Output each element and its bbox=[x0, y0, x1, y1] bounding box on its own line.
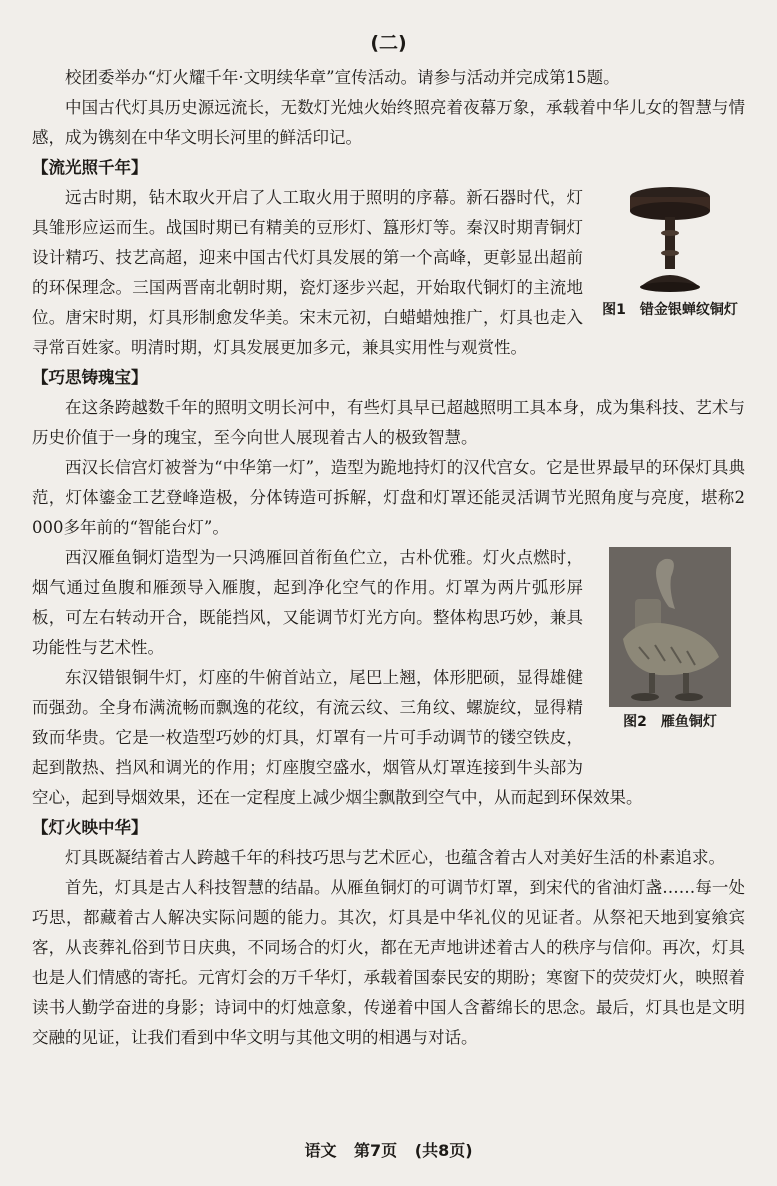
qiaosi-paragraph-4: 东汉错银铜牛灯，灯座的牛俯首站立，尾巴上翘，体形肥硕，显得雄健而强劲。全身布满流畅而飘逸的花纹，有流云纹、三角纹、螺旋纹，显得精致而华贵。它是一枚造型巧妙的灯具，灯罩有一片可手动调节的镂空铁皮，起到散热、挡风和调光的作用；灯座腹空盛水，烟管从灯罩连接到牛头部为空心，起到导烟效果，还在一定程度上减少烟尘飘散到空气中，从而起到环保效果。 bbox=[32, 668, 643, 807]
qiaosi-paragraph-3: 西汉雁鱼铜灯造型为一只鸿雁回首衔鱼伫立，古朴优雅。灯火点燃时，烟气通过鱼腹和雁颈导入雁腹，起到净化空气的作用。灯罩为两片弧形屏板，可左右转动开合，既能挡风，又能调节灯光方向。整体构思巧妙，兼具功能性与艺术性。 bbox=[32, 548, 583, 657]
qiaosi-paragraph-2: 西汉长信宫灯被誉为“中华第一灯”，造型为跪地持灯的汉代宫女。它是世界最早的环保灯具典范，灯体鎏金工艺登峰造极，分体铸造可拆解，灯盘和灯罩还能灵活调节光照角度与亮度，堪称2 000多年前的“智能台灯”。 bbox=[32, 458, 745, 537]
qiaosi-paragraph-1: 在这条跨越数千年的照明文明长河中，有些灯具早已超越照明工具本身，成为集科技、艺术与历史价值于一身的瑰宝，至今向世人展现着古人的极致智慧。 bbox=[32, 398, 745, 447]
intro-paragraph: 校团委举办“灯火耀千年·文明续华章”宣传活动。请参与活动并完成第15题。 bbox=[65, 68, 620, 87]
liuguang-block bbox=[32, 183, 745, 363]
figure-1-caption: 图1 错金银蝉纹铜灯 bbox=[602, 302, 738, 318]
footer-page: 第7页 bbox=[354, 1141, 398, 1160]
liuguang-paragraph-1: 远古时期，钻木取火开启了人工取火用于照明的序幕。新石器时代，灯具雏形应运而生。战国时期已有精美的豆形灯、簋形灯等。秦汉时期青铜灯设计精巧、技艺高超，迎来中国古代灯具发展的第一个高峰，更彰显出超前的环保理念。三国两晋南北朝时期，瓷灯逐步兴起，开始取代铜灯的主流地位。唐宋时期，灯具形制愈发华美。宋末元初，白蜡蜡烛推广，灯具也走入寻常百姓家。明清时期，灯具发展更加多元，兼具实用性与观赏性。 bbox=[32, 188, 583, 357]
opening-paragraph: 中国古代灯具历史源远流长，无数灯光烛火始终照亮着夜幕万象，承载着中华儿女的智慧与情感，成为镌刻在中华文明长河里的鲜活印记。 bbox=[32, 98, 745, 147]
heading-denghuo: 【灯火映中华】 bbox=[32, 818, 148, 837]
page-footer bbox=[0, 1138, 777, 1161]
denghuo-paragraph-1: 灯具既凝结着古人跨越千年的科技巧思与艺术匠心，也蕴含着古人对美好生活的朴素追求。 bbox=[65, 848, 725, 867]
goose-fish-lamp-image bbox=[609, 547, 731, 707]
footer-total: (共8页) bbox=[414, 1141, 473, 1160]
section-number: (二) bbox=[370, 32, 407, 54]
figure-1 bbox=[595, 183, 745, 328]
bronze-lamp-image bbox=[610, 183, 730, 295]
qiaosi-block bbox=[32, 543, 745, 813]
heading-liuguang: 【流光照千年】 bbox=[32, 158, 148, 177]
footer-subject: 语文 bbox=[304, 1141, 337, 1160]
heading-qiaosi: 【巧思铸瑰宝】 bbox=[32, 368, 148, 387]
denghuo-paragraph-2: 首先，灯具是古人科技智慧的结晶。从雁鱼铜灯的可调节灯罩，到宋代的省油灯盏……每一处巧思，都藏着古人解决实际问题的能力。其次，灯具是中华礼仪的见证者。从祭祀天地到宴飨宾客，从丧葬礼俗到节日庆典，不同场合的灯火，都在无声地讲述着古人的秩序与信仰。再次，灯具也是人们情感的寄托。元宵灯会的万千华灯，承载着国泰民安的期盼；寒窗下的荧荧灯火，映照着读书人勤学奋进的身影；诗词中的灯烛意象，传递着中国人含蓄绵长的思念。最后，灯具也是文明交融的见证，让我们看到中华文明与其他文明的相遇与对话。 bbox=[32, 878, 745, 1047]
figure-2-caption: 图2 雁鱼铜灯 bbox=[623, 714, 717, 730]
figure-2 bbox=[595, 547, 745, 759]
